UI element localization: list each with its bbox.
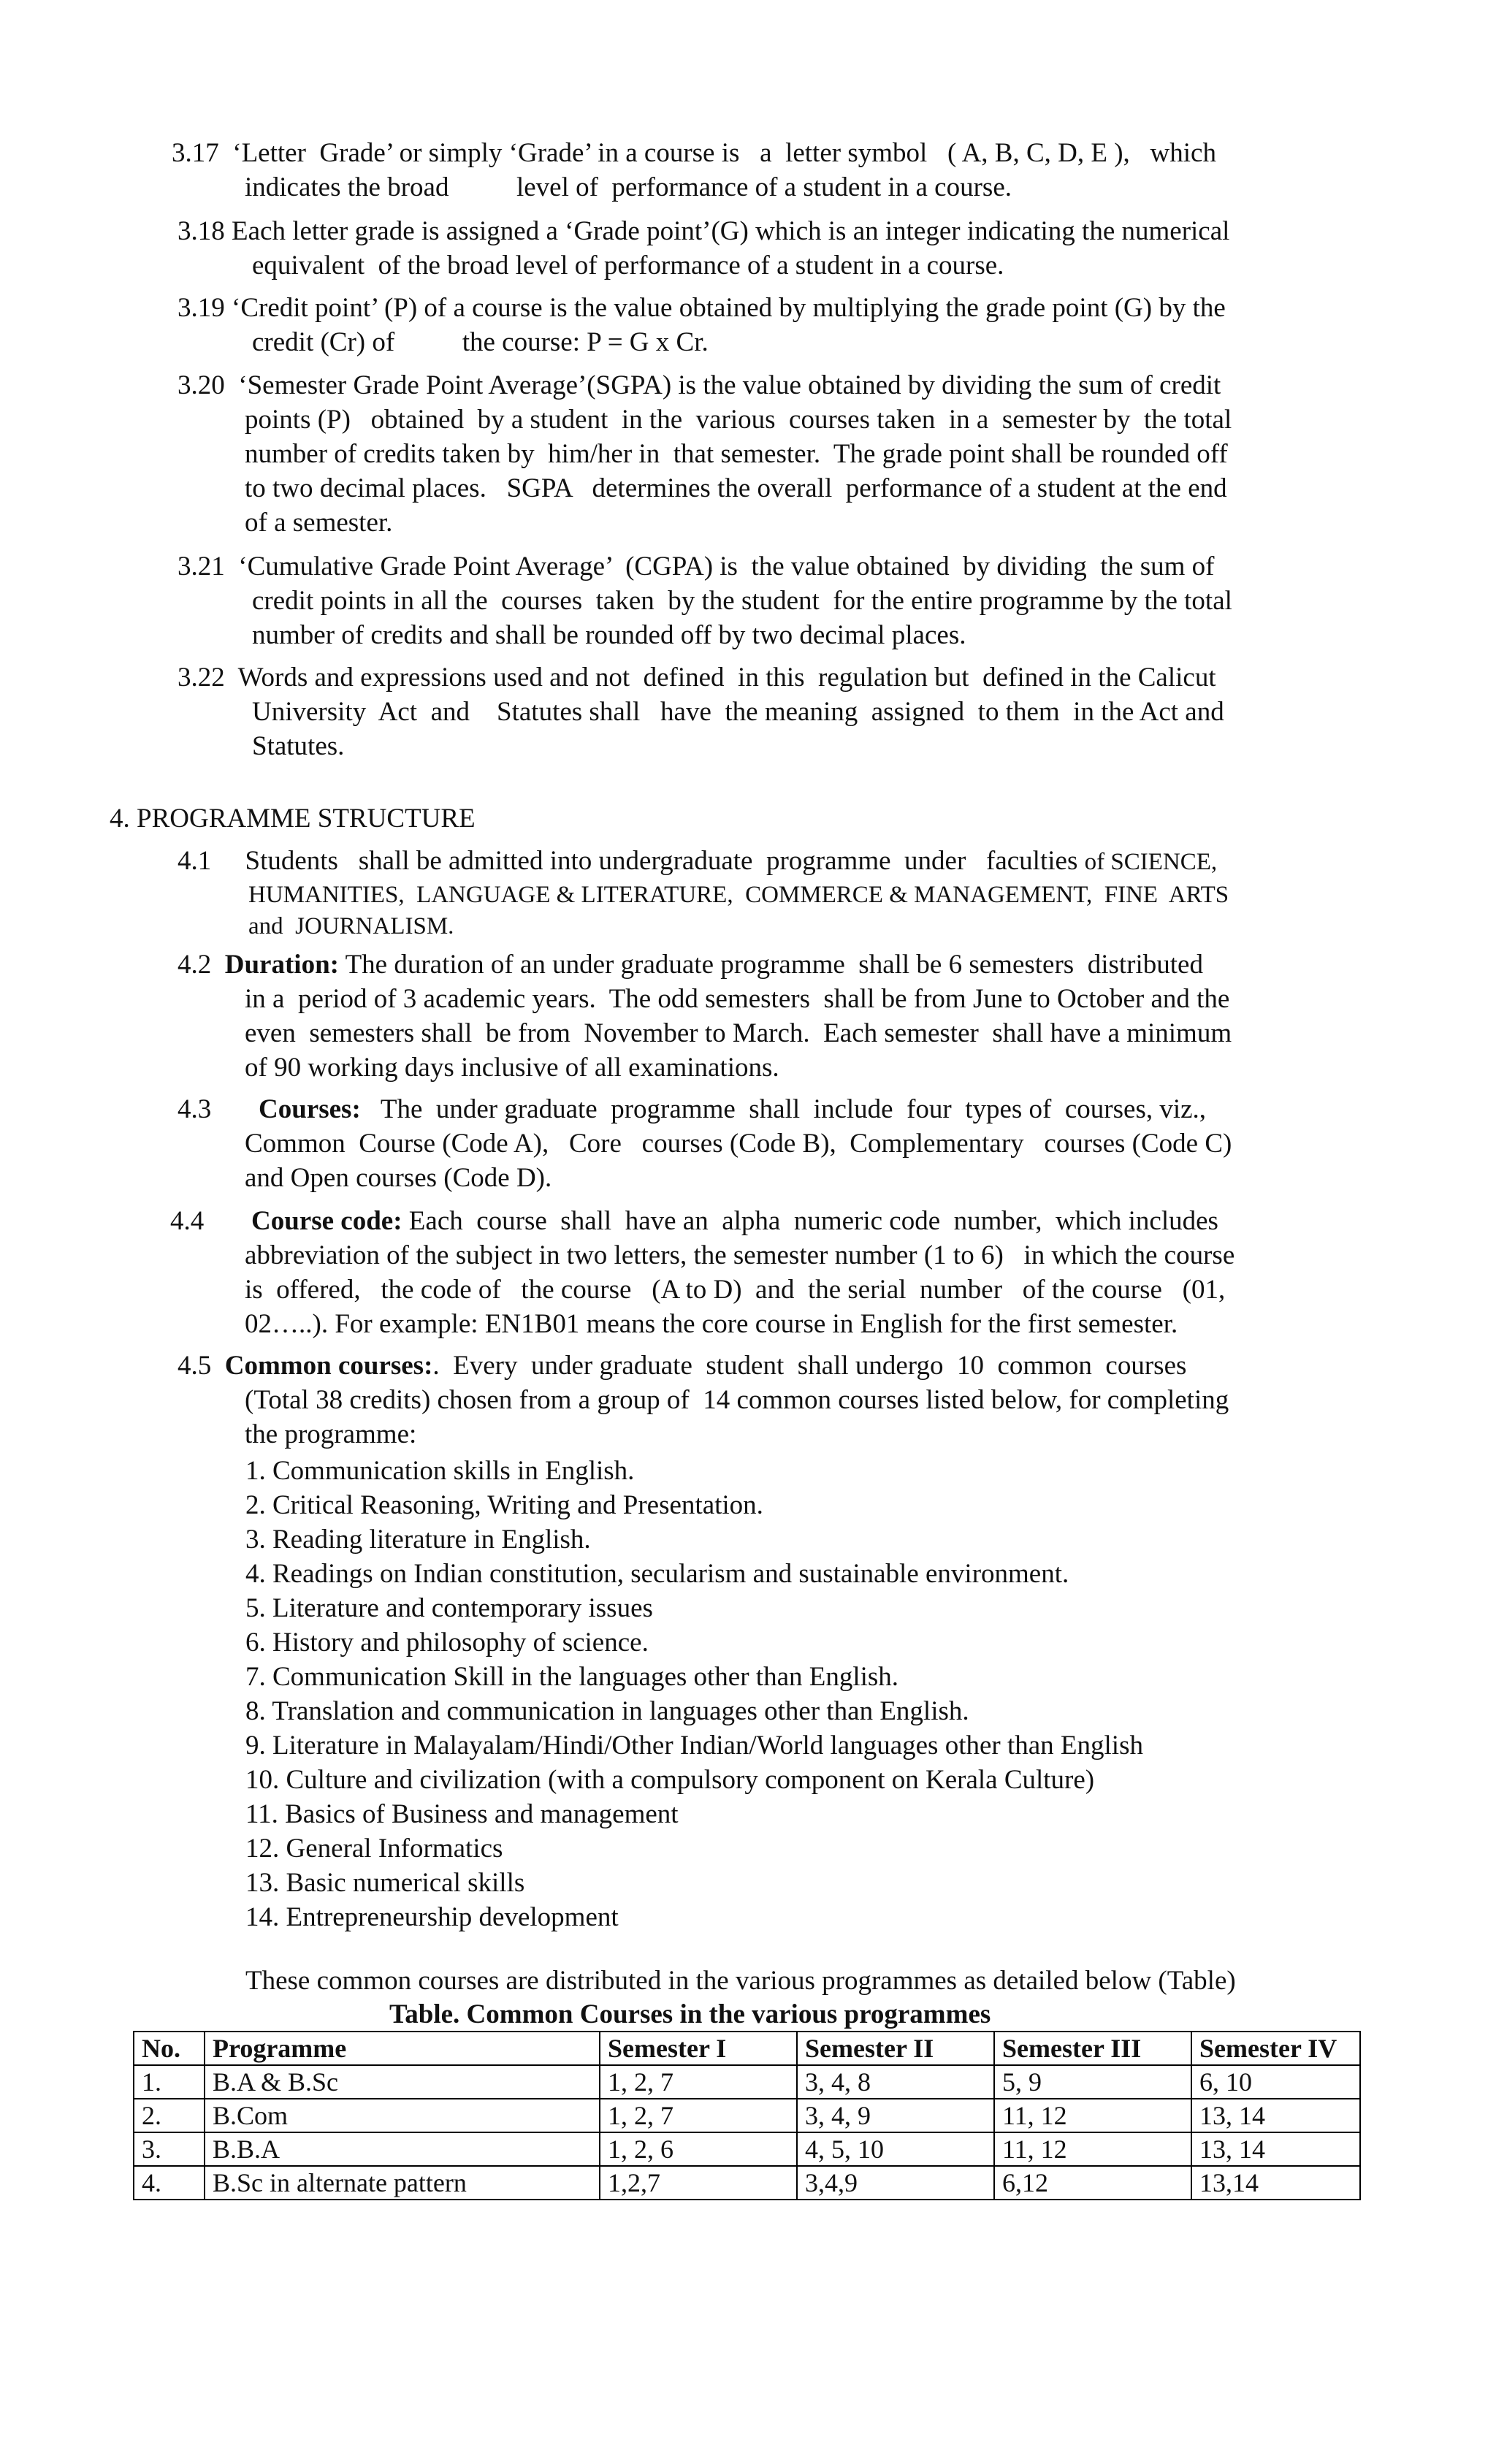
para-4-3 [178, 1092, 1232, 1195]
list-item: 9. Literature in Malayalam/Hindi/Other Indian/World languages other than English [245, 1731, 1143, 1761]
distribution-note: These common courses are distributed in the various programmes as detailed below (Table) [245, 1966, 1236, 1996]
text-run: . Every under graduate student shall undergo 10 common courses [432, 1351, 1187, 1381]
text-line: of a semester. [245, 508, 393, 538]
term-label: Common courses: [224, 1351, 433, 1381]
text-line: even semesters shall be from November to March. Each semester shall have a minimum [245, 1018, 1232, 1048]
table-cell: 11, 12 [994, 2099, 1191, 2132]
table-cell: 4, 5, 10 [797, 2132, 994, 2166]
list-item: 10. Culture and civilization (with a compulsory component on Kerala Culture) [245, 1765, 1095, 1795]
text-line: Statutes. [252, 731, 345, 761]
table-cell: 4. [134, 2166, 205, 2200]
table-cell: 3, 4, 8 [797, 2065, 994, 2099]
text-run: Each course shall have an alpha numeric code number, which includes [402, 1206, 1218, 1236]
text-line: points (P) obtained by a student in the various courses taken in a semester by the total [245, 405, 1232, 435]
column-header: Programme [205, 2032, 600, 2065]
list-item: 12. General Informatics [245, 1834, 503, 1864]
table-cell: 2. [134, 2099, 205, 2132]
column-header: Semester II [797, 2032, 994, 2065]
para-4-1 [178, 844, 1229, 942]
text-run: 4.1 Students shall be admitted into undergraduate programme under faculties [178, 846, 1085, 876]
text-line: in a period of 3 academic years. The odd semesters shall be from June to October and the [245, 984, 1230, 1014]
table-cell: 1, 2, 7 [600, 2099, 797, 2132]
table-cell: B.Sc in alternate pattern [205, 2166, 600, 2200]
text-line: Common Course (Code A), Core courses (Code B), Complementary courses (Code C) [245, 1129, 1232, 1159]
table-cell: 3, 4, 9 [797, 2099, 994, 2132]
table-header-row [134, 2032, 1360, 2065]
text-line: 3.20 ‘Semester Grade Point Average’(SGPA) is the value obtained by dividing the sum of credit [178, 370, 1221, 400]
table-cell: 13,14 [1191, 2166, 1360, 2200]
term-label: Courses: [259, 1094, 361, 1124]
table-row [134, 2065, 1360, 2099]
text-line: and Open courses (Code D). [245, 1163, 552, 1193]
table-cell: 1,2,7 [600, 2166, 797, 2200]
table-row [134, 2166, 1360, 2200]
text-line: of 90 working days inclusive of all examinations. [245, 1053, 779, 1083]
list-item: 5. Literature and contemporary issues [245, 1593, 653, 1623]
text-line: credit points in all the courses taken by the student for the entire programme by the total [252, 586, 1232, 616]
list-item: 14. Entrepreneurship development [245, 1902, 619, 1932]
table-cell: 6, 10 [1191, 2065, 1360, 2099]
text-line [178, 947, 1232, 982]
text-line: 3.19 ‘Credit point’ (P) of a course is the value obtained by multiplying the grade point (G) by the [178, 293, 1226, 323]
text-line: number of credits and shall be rounded off by two decimal places. [252, 620, 966, 650]
list-item: 11. Basics of Business and management [245, 1799, 679, 1829]
text-line: abbreviation of the subject in two letters, the semester number (1 to 6) in which the course [245, 1240, 1235, 1270]
list-item: 2. Critical Reasoning, Writing and Presentation. [245, 1490, 763, 1520]
text-run: 4.3 [178, 1094, 259, 1124]
text-run: The under graduate programme shall include four types of courses, viz., [360, 1094, 1207, 1124]
para-3-22 [178, 660, 1224, 763]
table-cell: 13, 14 [1191, 2132, 1360, 2166]
term-label: Duration: [224, 950, 339, 980]
text-line [178, 1349, 1229, 1383]
text-line: 3.22 Words and expressions used and not defined in this regulation but defined in the Calicut [178, 663, 1216, 693]
text-run: 4.5 [178, 1351, 225, 1381]
para-3-20 [178, 368, 1232, 540]
text-line: 02…..). For example: EN1B01 means the core course in English for the first semester. [245, 1309, 1178, 1339]
text-line: credit (Cr) of the course: P = G x Cr. [252, 327, 709, 357]
text-line: indicates the broad level of performance of a student in a course. [245, 172, 1012, 202]
term-label: Course code: [251, 1206, 402, 1236]
text-run: The duration of an under graduate programme shall be 6 semesters distributed [338, 950, 1203, 980]
para-4-2 [178, 947, 1232, 1085]
column-header: Semester I [600, 2032, 797, 2065]
table-cell: 13, 14 [1191, 2099, 1360, 2132]
table-cell: B.B.A [205, 2132, 600, 2166]
text-run: 4.4 [170, 1206, 251, 1236]
column-header: No. [134, 2032, 205, 2065]
table-title: Table. Common Courses in the various programmes [389, 1999, 991, 2029]
table-row [134, 2132, 1360, 2166]
list-item: 6. History and philosophy of science. [245, 1628, 649, 1658]
table-cell: 5, 9 [994, 2065, 1191, 2099]
para-3-21 [178, 549, 1232, 652]
table-cell: 6,12 [994, 2166, 1191, 2200]
table-cell: 1. [134, 2065, 205, 2099]
list-item: 1. Communication skills in English. [245, 1456, 635, 1486]
text-line: number of credits taken by him/her in that semester. The grade point shall be rounded off [245, 439, 1228, 469]
text-line: and JOURNALISM. [248, 913, 454, 939]
text-line [178, 844, 1229, 880]
table-cell: 3,4,9 [797, 2166, 994, 2200]
column-header: Semester IV [1191, 2032, 1360, 2065]
para-4-5 [178, 1349, 1229, 1452]
table-cell: B.Com [205, 2099, 600, 2132]
text-line: University Act and Statutes shall have the meaning assigned to them in the Act and [252, 697, 1224, 727]
text-line: equivalent of the broad level of performance of a student in a course. [252, 251, 1004, 281]
text-line [178, 1092, 1232, 1126]
text-line: HUMANITIES, LANGUAGE & LITERATURE, COMMERCE & MANAGEMENT, FINE ARTS [248, 882, 1229, 908]
text-line: to two decimal places. SGPA determines the overall performance of a student at the end [245, 473, 1227, 503]
table-cell: B.A & B.Sc [205, 2065, 600, 2099]
text-run: 4.2 [178, 950, 225, 980]
list-item: 4. Readings on Indian constitution, secularism and sustainable environment. [245, 1559, 1069, 1589]
list-item: 13. Basic numerical skills [245, 1868, 525, 1898]
list-item: 3. Reading literature in English. [245, 1525, 591, 1555]
para-3-19 [178, 291, 1226, 359]
list-item: 7. Communication Skill in the languages other than English. [245, 1662, 899, 1692]
para-3-17 [172, 136, 1216, 205]
text-line [170, 1204, 1234, 1238]
para-3-18 [178, 214, 1229, 283]
text-line: is offered, the code of the course (A to D) and the serial number of the course (01, [245, 1275, 1226, 1305]
text-run: of SCIENCE, [1084, 849, 1218, 875]
table-cell: 1, 2, 6 [600, 2132, 797, 2166]
para-4-4 [170, 1204, 1234, 1341]
text-line: the programme: [245, 1419, 417, 1449]
text-line: 3.17 ‘Letter Grade’ or simply ‘Grade’ in a course is a letter symbol ( A, B, C, D, E ), which [172, 138, 1216, 168]
text-line: 3.18 Each letter grade is assigned a ‘Grade point’(G) which is an integer indicating the numerical [178, 216, 1230, 246]
list-item: 8. Translation and communication in languages other than English. [245, 1696, 969, 1726]
text-line: 3.21 ‘Cumulative Grade Point Average’ (CGPA) is the value obtained by dividing the sum of [178, 552, 1215, 581]
table-cell: 1, 2, 7 [600, 2065, 797, 2099]
table-cell: 3. [134, 2132, 205, 2166]
text-line: (Total 38 credits) chosen from a group of 14 common courses listed below, for completing [245, 1385, 1229, 1415]
common-courses-list [245, 1454, 1143, 1934]
column-header: Semester III [994, 2032, 1191, 2065]
table-cell: 11, 12 [994, 2132, 1191, 2166]
common-courses-table [133, 2031, 1361, 2200]
table-row [134, 2099, 1360, 2132]
section-heading: 4. PROGRAMME STRUCTURE [110, 804, 476, 834]
